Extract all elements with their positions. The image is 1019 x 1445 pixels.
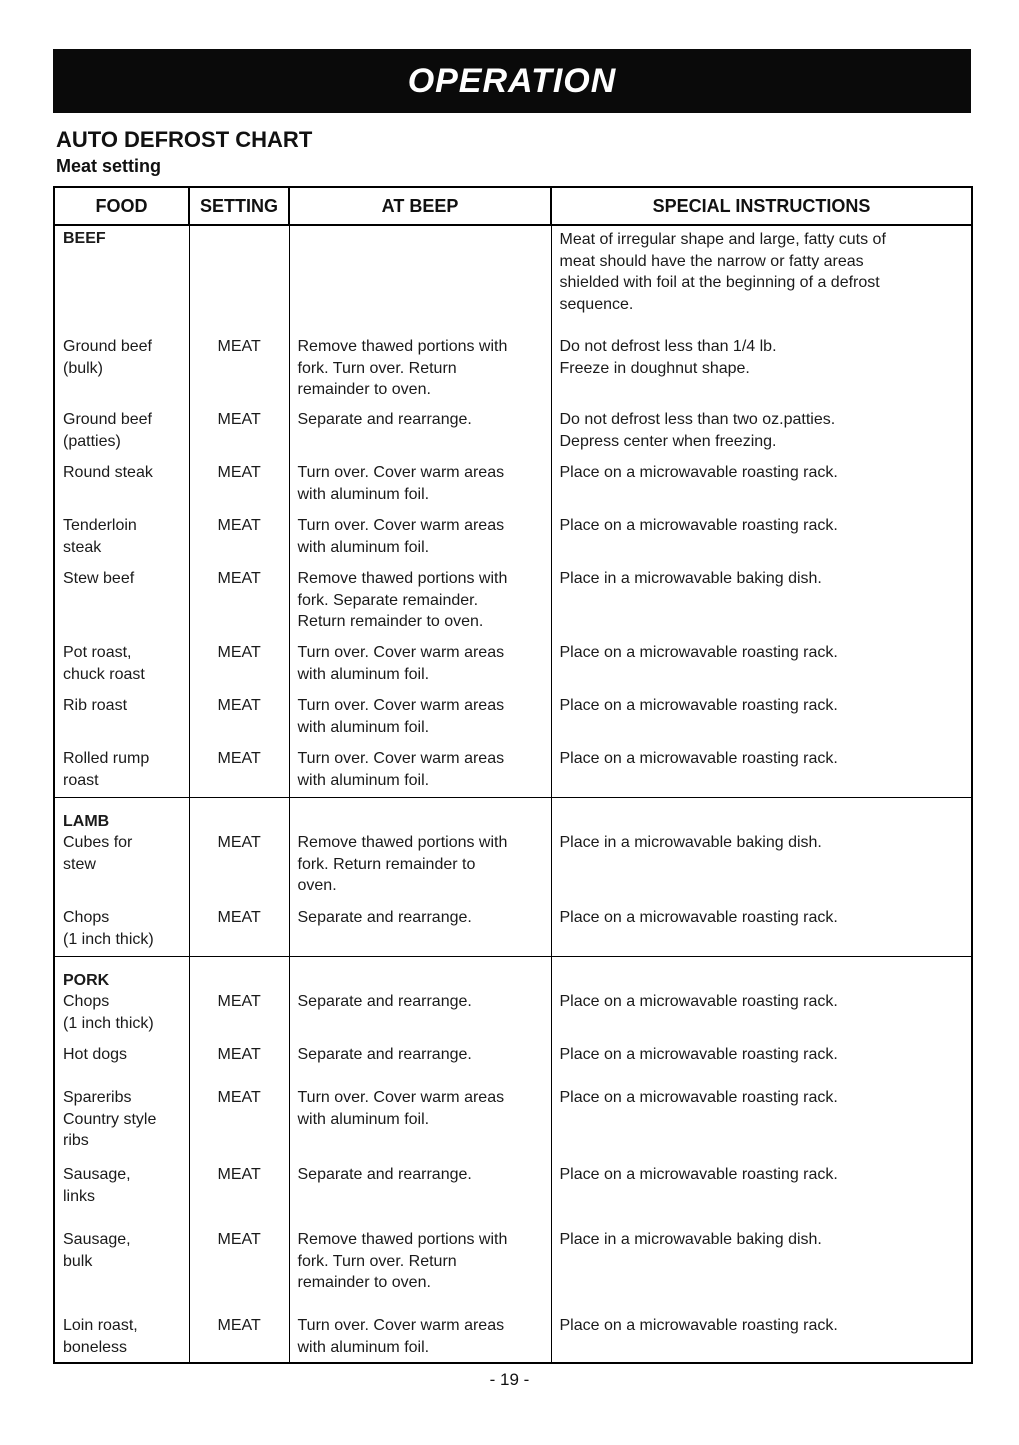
setting-cell: MEAT [189, 1087, 289, 1164]
category-instr-cell [551, 797, 972, 832]
at-beep-cell: Turn over. Cover warm areas with aluminum foil. [289, 695, 551, 748]
table-row [54, 1044, 972, 1087]
food-cell: Chops (1 inch thick) [54, 907, 189, 956]
table-row [54, 336, 972, 409]
setting-cell: MEAT [189, 336, 289, 409]
instruction-cell: Place on a microwavable roasting rack. [551, 1087, 972, 1164]
at-beep-cell: Turn over. Cover warm areas with aluminum foil. [289, 515, 551, 568]
instruction-cell: Place on a microwavable roasting rack. [551, 991, 972, 1044]
table-row [54, 1087, 972, 1164]
food-cell: Rib roast [54, 695, 189, 748]
table-row [54, 1229, 972, 1315]
at-beep-cell: Separate and rearrange. [289, 907, 551, 956]
setting-cell: MEAT [189, 907, 289, 956]
at-beep-cell: Turn over. Cover warm areas with aluminum foil. [289, 1315, 551, 1363]
table-row [54, 695, 972, 748]
setting-cell: MEAT [189, 409, 289, 462]
table-row [54, 1315, 972, 1363]
auto-defrost-table [53, 186, 973, 1364]
food-cell: Loin roast, boneless [54, 1315, 189, 1363]
table-row [54, 515, 972, 568]
food-cell: Sausage, links [54, 1164, 189, 1229]
at-beep-cell: Turn over. Cover warm areas with aluminum foil. [289, 748, 551, 797]
food-cell: Hot dogs [54, 1044, 189, 1087]
food-cell: Sausage, bulk [54, 1229, 189, 1315]
at-beep-cell: Remove thawed portions with fork. Separate remainder. Return remainder to oven. [289, 568, 551, 642]
header-food: FOOD [54, 187, 189, 225]
at-beep-cell: Turn over. Cover warm areas with aluminum foil. [289, 1087, 551, 1164]
category-instr-cell [551, 956, 972, 991]
instruction-cell: Place on a microwavable roasting rack. [551, 1315, 972, 1363]
chart-subheading: Meat setting [56, 156, 162, 176]
instruction-cell: Place on a microwavable roasting rack. [551, 748, 972, 797]
at-beep-cell: Separate and rearrange. [289, 1164, 551, 1229]
category-beep-cell [289, 797, 551, 832]
banner-title: OPERATION [407, 61, 617, 100]
setting-cell: MEAT [189, 695, 289, 748]
category-label: LAMB [54, 797, 189, 832]
operation-banner [53, 49, 971, 113]
page-number: - 19 - [489, 1370, 530, 1389]
at-beep-cell: Separate and rearrange. [289, 1044, 551, 1087]
instruction-cell: Place in a microwavable baking dish. [551, 568, 972, 642]
instruction-cell: Place in a microwavable baking dish. [551, 832, 972, 907]
at-beep-cell: Turn over. Cover warm areas with aluminum foil. [289, 462, 551, 515]
at-beep-cell: Remove thawed portions with fork. Turn over. Return remainder to oven. [289, 336, 551, 409]
header-setting: SETTING [189, 187, 289, 225]
instruction-cell: Place on a microwavable roasting rack. [551, 907, 972, 956]
food-cell: Pot roast, chuck roast [54, 642, 189, 695]
table-body [54, 225, 972, 1363]
setting-cell: MEAT [189, 832, 289, 907]
food-cell: Tenderloin steak [54, 515, 189, 568]
setting-cell: MEAT [189, 568, 289, 642]
chart-heading: AUTO DEFROST CHART [56, 127, 313, 152]
category-label: PORK [54, 956, 189, 991]
category-note: Meat of irregular shape and large, fatty cuts of meat should have the narrow or fatty areas shielded with foil at the beginning of a defrost sequence. [551, 225, 972, 336]
table-row [54, 568, 972, 642]
header-at-beep: AT BEEP [289, 187, 551, 225]
category-row [54, 797, 972, 832]
table-row [54, 907, 972, 956]
setting-cell: MEAT [189, 1164, 289, 1229]
food-cell: Cubes for stew [54, 832, 189, 907]
instruction-cell: Place on a microwavable roasting rack. [551, 642, 972, 695]
table-row [54, 832, 972, 907]
at-beep-cell: Turn over. Cover warm areas with aluminum foil. [289, 642, 551, 695]
food-cell: Rolled rump roast [54, 748, 189, 797]
at-beep-cell: Separate and rearrange. [289, 409, 551, 462]
setting-cell: MEAT [189, 462, 289, 515]
instruction-cell: Place on a microwavable roasting rack. [551, 695, 972, 748]
setting-cell: MEAT [189, 642, 289, 695]
setting-cell: MEAT [189, 1044, 289, 1087]
table-row [54, 409, 972, 462]
setting-cell: MEAT [189, 991, 289, 1044]
instruction-cell: Place on a microwavable roasting rack. [551, 1044, 972, 1087]
instruction-cell: Place in a microwavable baking dish. [551, 1229, 972, 1315]
instruction-cell: Do not defrost less than two oz.patties. Depress center when freezing. [551, 409, 972, 462]
food-cell: Ground beef (bulk) [54, 336, 189, 409]
instruction-cell: Place on a microwavable roasting rack. [551, 462, 972, 515]
instruction-cell: Place on a microwavable roasting rack. [551, 515, 972, 568]
instruction-cell: Place on a microwavable roasting rack. [551, 1164, 972, 1229]
food-cell: Spareribs Country style ribs [54, 1087, 189, 1164]
food-cell: Round steak [54, 462, 189, 515]
category-setting-cell [189, 225, 289, 336]
category-row [54, 956, 972, 991]
category-beep-cell [289, 956, 551, 991]
food-cell: Chops (1 inch thick) [54, 991, 189, 1044]
table-header-row [54, 187, 972, 225]
table-row [54, 642, 972, 695]
table-row [54, 462, 972, 515]
table-row [54, 748, 972, 797]
at-beep-cell: Remove thawed portions with fork. Return remainder to oven. [289, 832, 551, 907]
at-beep-cell: Separate and rearrange. [289, 991, 551, 1044]
at-beep-cell: Remove thawed portions with fork. Turn over. Return remainder to oven. [289, 1229, 551, 1315]
food-cell: Stew beef [54, 568, 189, 642]
category-setting-cell [189, 956, 289, 991]
table-row [54, 991, 972, 1044]
category-label: BEEF [54, 225, 189, 336]
category-row [54, 225, 972, 336]
food-cell: Ground beef (patties) [54, 409, 189, 462]
setting-cell: MEAT [189, 748, 289, 797]
category-setting-cell [189, 797, 289, 832]
category-beep-cell [289, 225, 551, 336]
setting-cell: MEAT [189, 1315, 289, 1363]
header-special-instructions: SPECIAL INSTRUCTIONS [551, 187, 972, 225]
setting-cell: MEAT [189, 515, 289, 568]
setting-cell: MEAT [189, 1229, 289, 1315]
table-row [54, 1164, 972, 1229]
instruction-cell: Do not defrost less than 1/4 lb. Freeze in doughnut shape. [551, 336, 972, 409]
